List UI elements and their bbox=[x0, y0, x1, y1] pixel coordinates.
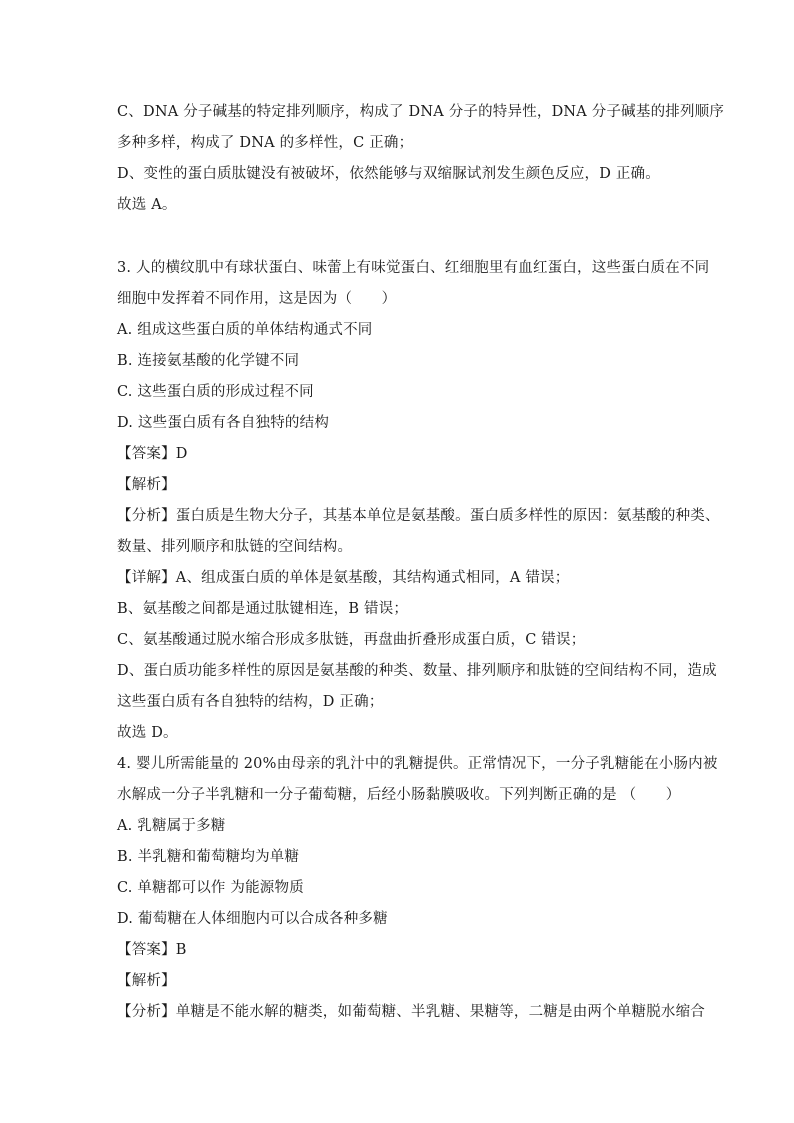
option-b: B. 连接氨基酸的化学键不同 bbox=[117, 353, 300, 369]
answer-label: 【答案】D bbox=[117, 446, 188, 462]
text-line: D、蛋白质功能多样性的原因是氨基酸的种类、数量、排列顺序和肽链的空间结构不同，造成 bbox=[117, 663, 717, 679]
text-line: 【详解】A、组成蛋白质的单体是氨基酸，其结构通式相同，A 错误； bbox=[117, 570, 570, 586]
text-line: C、氨基酸通过脱水缩合形成多肽链，再盘曲折叠形成蛋白质，C 错误； bbox=[117, 632, 586, 648]
text-line: 这些蛋白质有各自独特的结构，D 正确； bbox=[117, 694, 384, 710]
option-a: A. 组成这些蛋白质的单体结构通式不同 bbox=[117, 322, 373, 338]
text-line: C、DNA 分子碱基的特定排列顺序，构成了 DNA 分子的特异性，DNA 分子碱基的排列顺序 bbox=[117, 104, 725, 120]
question-3-stem: 细胞中发挥着不同作用，这是因为（ ） bbox=[117, 291, 397, 307]
text-line: D、变性的蛋白质肽键没有被破坏，依然能够与双缩脲试剂发生颜色反应，D 正确。 bbox=[117, 166, 660, 182]
text-line: 故选 A。 bbox=[117, 197, 177, 213]
text-line: 数量、排列顺序和肽链的空间结构。 bbox=[117, 539, 353, 555]
option-a: A. 乳糖属于多糖 bbox=[117, 818, 226, 834]
text-line: 多种多样，构成了 DNA 的多样性，C 正确； bbox=[117, 135, 414, 151]
text-line: B、氨基酸之间都是通过肽键相连，B 错误； bbox=[117, 601, 409, 617]
option-b: B. 半乳糖和葡萄糖均为单糖 bbox=[117, 849, 300, 865]
text-line: 【分析】蛋白质是生物大分子，其基本单位是氨基酸。蛋白质多样性的原因：氨基酸的种类、 bbox=[117, 508, 720, 524]
question-3-stem: 3. 人的横纹肌中有球状蛋白、味蕾上有味觉蛋白、红细胞里有血红蛋白，这些蛋白质在不同 bbox=[117, 260, 710, 276]
text-line: 故选 D。 bbox=[117, 725, 178, 741]
analysis-label: 【解析】 bbox=[117, 973, 176, 989]
option-d: D. 葡萄糖在人体细胞内可以合成各种多糖 bbox=[117, 911, 388, 927]
answer-label: 【答案】B bbox=[117, 942, 187, 958]
option-c: C. 单糖都可以作 为能源物质 bbox=[117, 880, 304, 896]
question-4-stem: 4. 婴儿所需能量的 20%由母亲的乳汁中的乳糖提供。正常情况下，一分子乳糖能在小肠内被 bbox=[117, 756, 718, 772]
option-c: C. 这些蛋白质的形成过程不同 bbox=[117, 384, 314, 400]
analysis-label: 【解析】 bbox=[117, 477, 176, 493]
question-4-stem: 水解成一分子半乳糖和一分子葡萄糖，后经小肠黏膜吸收。下列判断正确的是 （ ） bbox=[117, 787, 681, 803]
option-d: D. 这些蛋白质有各自独特的结构 bbox=[117, 415, 330, 431]
text-line: 【分析】单糖是不能水解的糖类，如葡萄糖、半乳糖、果糖等，二糖是由两个单糖脱水缩合 bbox=[117, 1004, 705, 1020]
